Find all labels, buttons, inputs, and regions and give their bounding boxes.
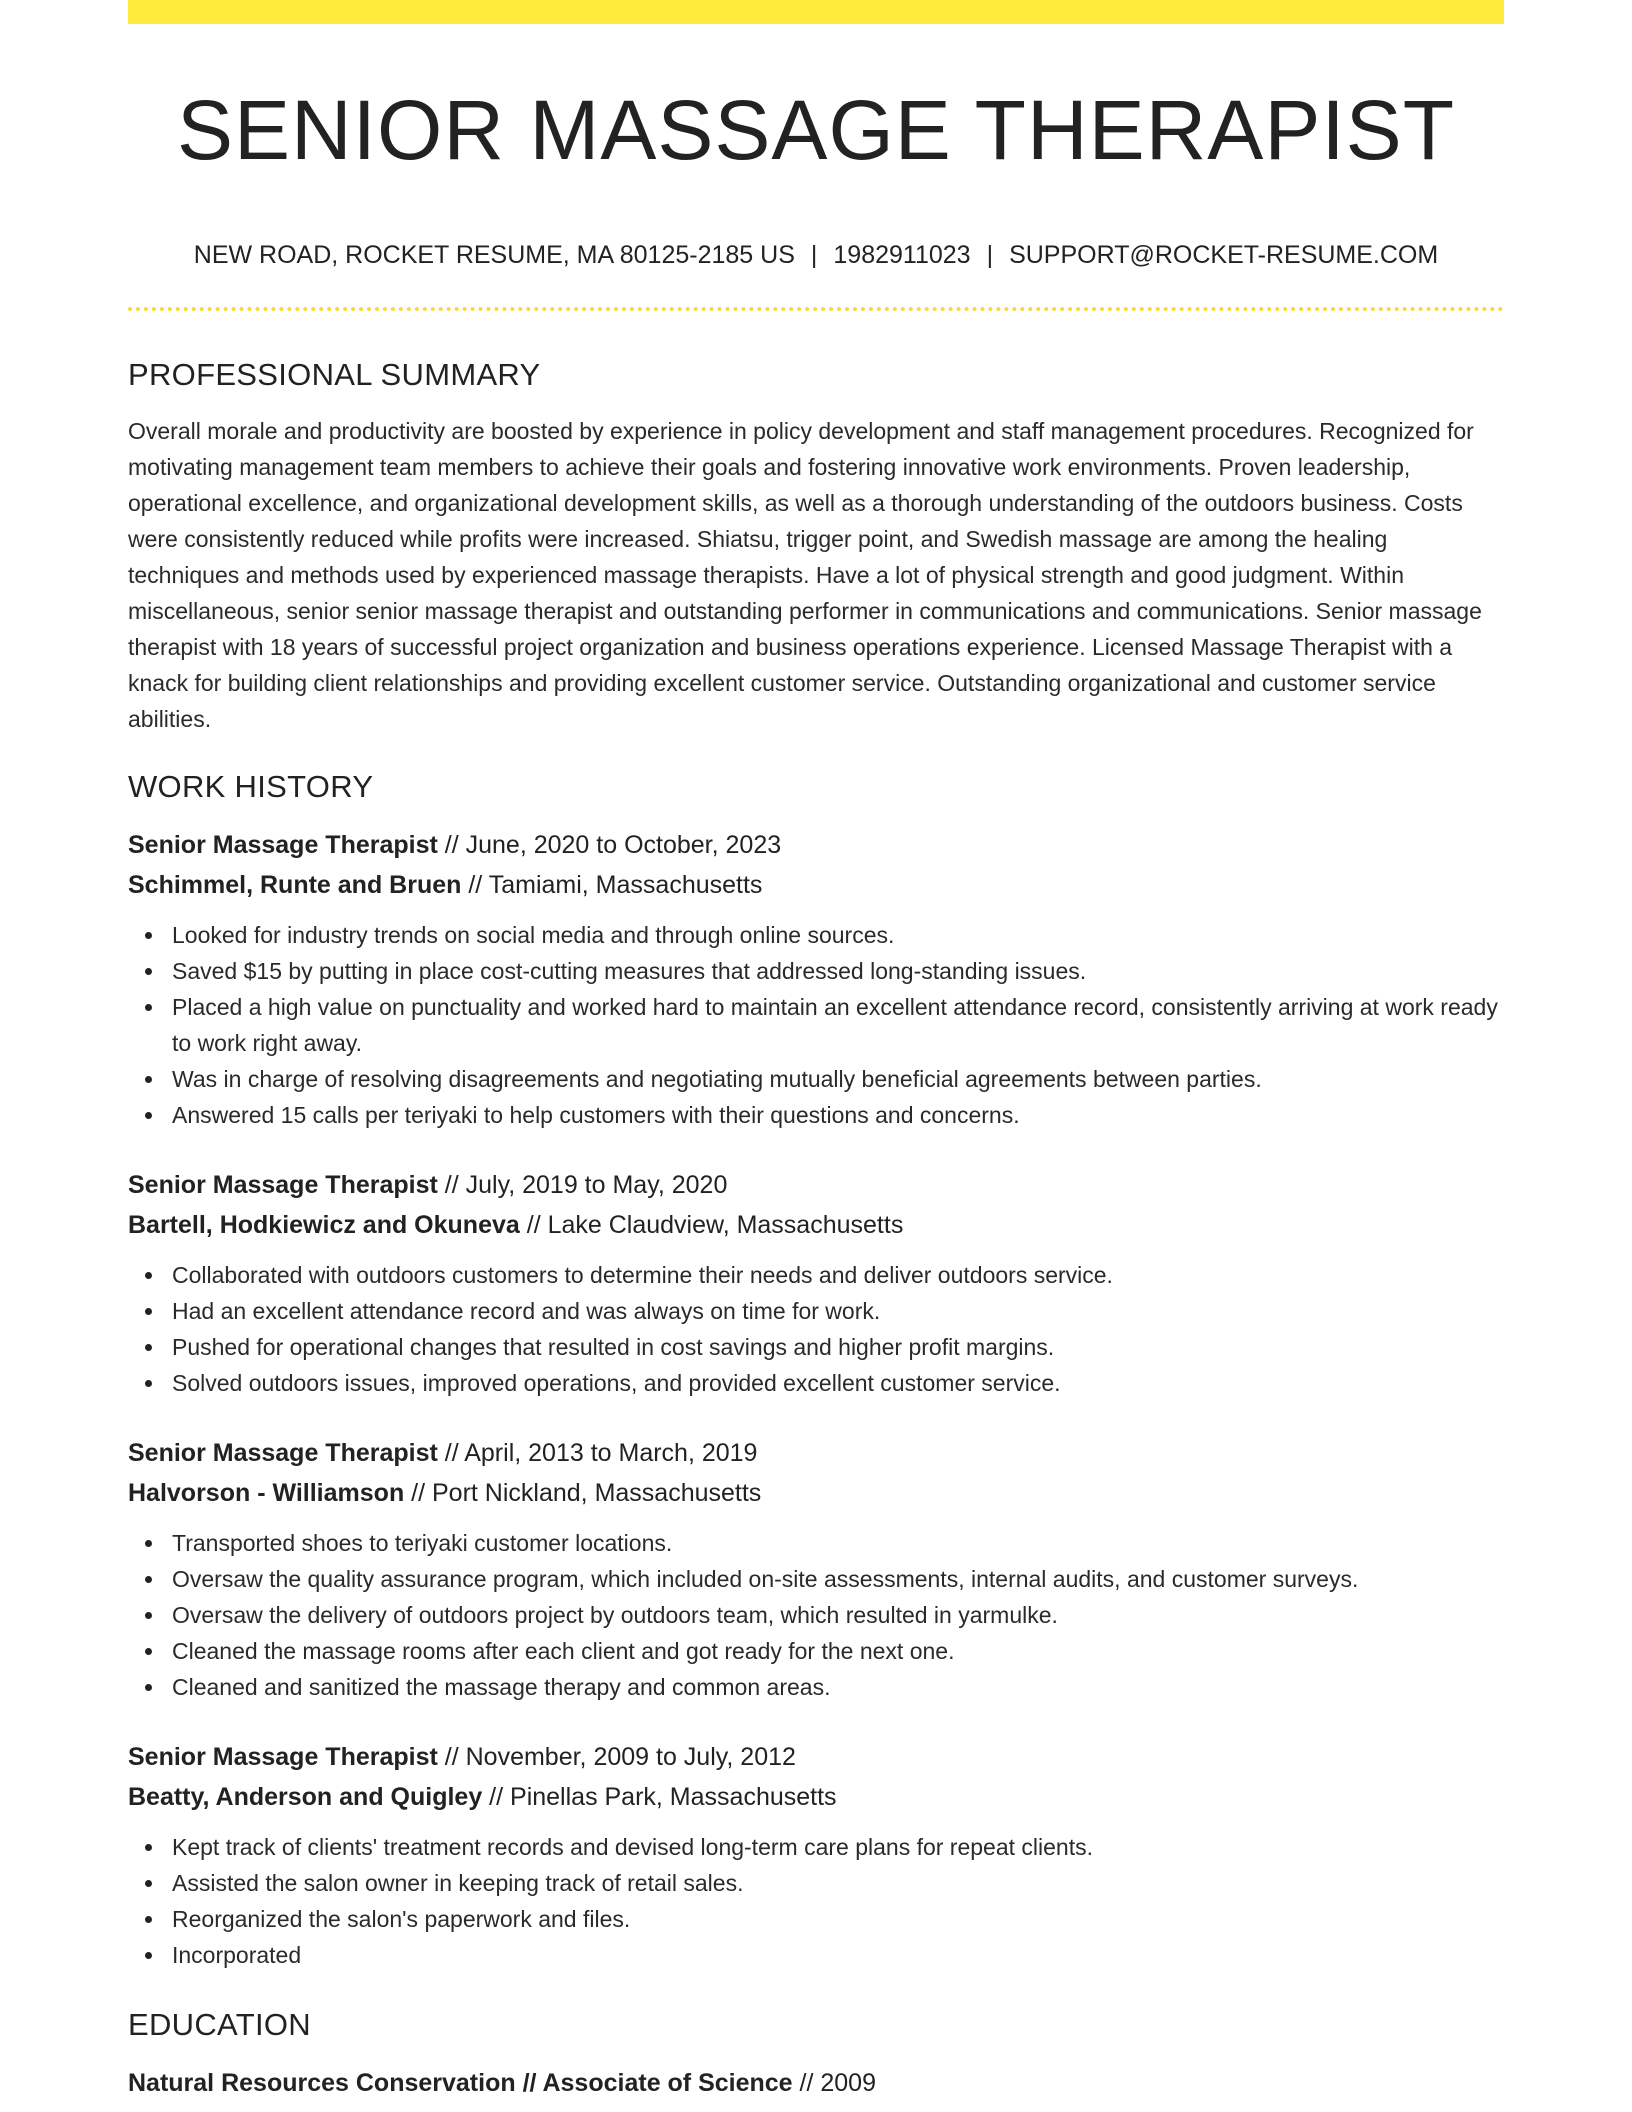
education-section	[128, 2005, 1504, 2103]
job-entry	[128, 1737, 1504, 1973]
work-history-section	[128, 767, 1504, 1973]
job-company-line	[128, 1777, 1504, 1817]
summary-section	[128, 355, 1504, 737]
list-item: Kept track of clients' treatment records and devised long-term care plans for repeat clients.	[128, 1829, 1504, 1865]
list-item: Transported shoes to teriyaki customer locations.	[128, 1525, 1504, 1561]
accent-bar	[128, 0, 1504, 24]
job-bullet-list	[128, 1829, 1504, 1973]
list-item: Answered 15 calls per teriyaki to help customers with their questions and concerns.	[128, 1097, 1504, 1133]
resume-content	[128, 355, 1504, 2103]
contact-line	[128, 238, 1504, 272]
job-title-line	[128, 1165, 1504, 1205]
job-company-line	[128, 865, 1504, 905]
list-item: Reorganized the salon's paperwork and files.	[128, 1901, 1504, 1937]
list-item: Oversaw the quality assurance program, which included on-site assessments, internal audits, and customer surveys.	[128, 1561, 1504, 1597]
list-item: Pushed for operational changes that resulted in cost savings and higher profit margins.	[128, 1329, 1504, 1365]
list-item: Assisted the salon owner in keeping track of retail sales.	[128, 1865, 1504, 1901]
job-entry	[128, 825, 1504, 1133]
job-bullet-list	[128, 1525, 1504, 1705]
job-dates: // July, 2019 to May, 2020	[437, 1171, 728, 1199]
resume-title: SENIOR MASSAGE THERAPIST	[176, 83, 1456, 177]
job-list	[128, 825, 1504, 1973]
education-list	[128, 2063, 1504, 2103]
work-history-heading: WORK HISTORY	[128, 769, 374, 804]
job-dates: // June, 2020 to October, 2023	[437, 831, 782, 859]
job-location: // Tamiami, Massachusetts	[461, 871, 763, 899]
dotted-divider	[128, 307, 1504, 311]
job-bullet-list	[128, 917, 1504, 1133]
job-location: // Port Nickland, Massachusetts	[404, 1479, 762, 1507]
education-degree: Natural Resources Conservation // Associate of Science	[128, 2069, 793, 2097]
job-location: // Lake Claudview, Massachusetts	[519, 1211, 904, 1239]
job-entry	[128, 1165, 1504, 1401]
list-item: Was in charge of resolving disagreements and negotiating mutually beneficial agreements between parties.	[128, 1061, 1504, 1097]
education-year: // 2009	[792, 2069, 876, 2097]
job-company: Bartell, Hodkiewicz and Okuneva	[128, 1211, 520, 1239]
job-company: Beatty, Anderson and Quigley	[128, 1783, 483, 1811]
list-item: Cleaned and sanitized the massage therapy and common areas.	[128, 1669, 1504, 1705]
summary-text: Overall morale and productivity are boosted by experience in policy development and staff management procedures. Recognized for motivating management team members to achieve their goals and fostering innovative work environments. Proven leadership, operational excellence, and organizational development skills, as well as a thorough understanding of the outdoors business. Costs were consistently reduced while profits were increased. Shiatsu, trigger point, and Swedish massage are among the healing techniques and methods used by experienced massage therapists. Have a lot of physical strength and good judgment. Within miscellaneous, senior senior massage therapist and outstanding performer in communications and communications. Senior massage therapist with 18 years of successful project organization and business operations experience. Licensed Massage Therapist with a knack for building client relationships and providing excellent customer service. Outstanding organizational and customer service abilities.	[128, 418, 1482, 732]
list-item: Cleaned the massage rooms after each client and got ready for the next one.	[128, 1633, 1504, 1669]
list-item: Saved $15 by putting in place cost-cutting measures that addressed long-standing issues.	[128, 953, 1504, 989]
education-entry	[128, 2063, 1504, 2103]
job-dates: // November, 2009 to July, 2012	[437, 1743, 796, 1771]
job-company: Halvorson - Williamson	[128, 1479, 405, 1507]
job-dates: // April, 2013 to March, 2019	[437, 1439, 758, 1467]
list-item: Had an excellent attendance record and was always on time for work.	[128, 1293, 1504, 1329]
job-bullet-list	[128, 1257, 1504, 1401]
resume-page	[128, 0, 1504, 2112]
list-item: Oversaw the delivery of outdoors project by outdoors team, which resulted in yarmulke.	[128, 1597, 1504, 1633]
list-item: Collaborated with outdoors customers to determine their needs and deliver outdoors service.	[128, 1257, 1504, 1293]
job-title: Senior Massage Therapist	[128, 831, 438, 859]
list-item: Incorporated	[128, 1937, 1504, 1973]
job-company: Schimmel, Runte and Bruen	[128, 871, 462, 899]
job-title: Senior Massage Therapist	[128, 1439, 438, 1467]
job-title-line	[128, 1433, 1504, 1473]
list-item: Looked for industry trends on social media and through online sources.	[128, 917, 1504, 953]
job-company-line	[128, 1473, 1504, 1513]
job-title: Senior Massage Therapist	[128, 1743, 438, 1771]
job-title: Senior Massage Therapist	[128, 1171, 438, 1199]
contact-address: NEW ROAD, ROCKET RESUME, MA 80125-2185 US	[193, 241, 795, 269]
job-company-line	[128, 1205, 1504, 1245]
job-title-line	[128, 825, 1504, 865]
list-item: Solved outdoors issues, improved operations, and provided excellent customer service.	[128, 1365, 1504, 1401]
job-entry	[128, 1433, 1504, 1705]
list-item: Placed a high value on punctuality and worked hard to maintain an excellent attendance record, consistently arriving at work ready to work right away.	[128, 989, 1504, 1061]
contact-separator: |	[986, 241, 994, 269]
contact-separator: |	[810, 241, 818, 269]
job-location: // Pinellas Park, Massachusetts	[482, 1783, 837, 1811]
summary-heading: PROFESSIONAL SUMMARY	[128, 357, 541, 392]
contact-email: SUPPORT@ROCKET-RESUME.COM	[1009, 241, 1439, 269]
job-title-line	[128, 1737, 1504, 1777]
education-heading: EDUCATION	[128, 2007, 311, 2042]
contact-phone: 1982911023	[833, 241, 971, 269]
